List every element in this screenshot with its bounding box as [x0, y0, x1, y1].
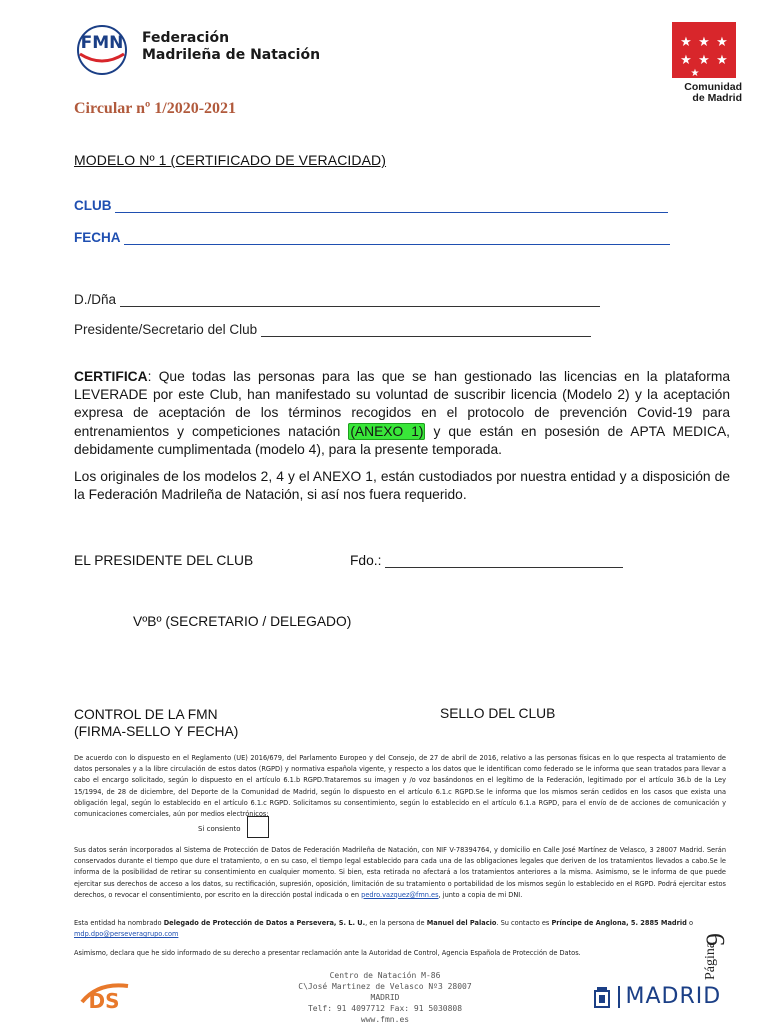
- fecha-field[interactable]: [74, 230, 670, 245]
- certifica-text-2: y que están en posesión de APTA MEDICA, debidamente cumplimentada (modelo 4), para la presente temporada.: [74, 423, 730, 457]
- email-link-dpo[interactable]: mdp.dpo@perseveragrupo.com: [74, 930, 179, 939]
- svg-text:★: ★: [698, 52, 710, 67]
- fdo-label: Fdo.:: [350, 553, 382, 568]
- svg-text:★: ★: [680, 34, 692, 49]
- circular-number: Circular nº 1/2020-2021: [74, 100, 237, 117]
- ds-logo: [78, 972, 132, 1016]
- madrid-logo: [592, 984, 721, 1009]
- federation-name-line2: Madrileña de Natación: [142, 47, 321, 63]
- pres-label: Presidente/Secretario del Club: [74, 322, 258, 337]
- comunidad-line1: Comunidad: [684, 81, 742, 93]
- fecha-label: FECHA: [74, 230, 121, 245]
- club-input-line[interactable]: [115, 198, 668, 213]
- originals-paragraph: Los originales de los modelos 2, 4 y el ANEXO 1, están custodiados por nuestra entidad y a disposición de la Federación Madrileña de Natación, si así nos fuera requerido.: [74, 469, 730, 503]
- dna-input-line[interactable]: [120, 294, 600, 307]
- legal-p3-d: Manuel del Palacio: [426, 919, 497, 927]
- president-secretary-field[interactable]: [74, 322, 591, 337]
- certifica-label: CERTIFICA: [74, 369, 148, 384]
- dna-field[interactable]: [74, 292, 600, 307]
- legal-p3-g: o: [686, 919, 694, 927]
- sello-label: SELLO DEL CLUB: [440, 706, 556, 721]
- club-label: CLUB: [74, 198, 112, 213]
- svg-text:★: ★: [690, 68, 700, 78]
- legal-p2-tail: , junto a copia de mi DNI.: [438, 890, 523, 899]
- svg-text:★: ★: [716, 52, 728, 67]
- madrid-separator: [618, 986, 620, 1008]
- footer-address: [290, 970, 480, 1025]
- control-line1: CONTROL DE LA FMN: [74, 707, 218, 722]
- federation-name: [142, 30, 320, 64]
- certifica-paragraph: [74, 368, 730, 459]
- control-fmn: [74, 706, 238, 740]
- page-number: [694, 918, 738, 982]
- svg-text:FMN: FMN: [80, 33, 124, 53]
- email-link-pedro[interactable]: pedro.vazquez@fmn.es: [361, 890, 439, 899]
- comunidad-madrid-name: [662, 82, 742, 104]
- legal-p2-text: Sus datos serán incorporados al Sistema de Protección de Datos de Federación Madrileña de Natación, con NIF V-78394764, y domicilio en Calle José Martínez de Velasco, 3 28007 Madrid. Serán conservados durante el tiempo que dure el tratamiento, o en su caso, el tiempo legal establecido para cada una de las obligaciones legales que deriven de los tratamientos llevados a cabo.Se le informa de la posibilidad de retirar su consentimiento en cualquier momento. Si bien, esta retirada no afectará a los tratamientos anteriores a la misma. Asimismo, se le informa de que puede ejercitar sus derechos de acceso a los datos, su rectificación, supresión, oposición, limitación de su tratamiento o portabilidad de los mismos según lo establecido en el RGPD. Podrá ejercitar estos derechos, o revocar el consentimiento, por escrito en la dirección postal indicada o en: [74, 846, 726, 899]
- svg-text:★: ★: [698, 34, 710, 49]
- legal-paragraph-3: [74, 918, 694, 940]
- comunidad-line2: de Madrid: [692, 92, 742, 104]
- vobo-label: VºBº (SECRETARIO / DELEGADO): [133, 614, 352, 629]
- fdo-field[interactable]: [350, 553, 623, 568]
- svg-text:DS: DS: [88, 989, 120, 1013]
- consent-checkbox[interactable]: [247, 816, 269, 838]
- madrid-label: MADRID: [625, 984, 722, 1009]
- club-field[interactable]: [74, 198, 668, 213]
- fecha-input-line[interactable]: [124, 230, 670, 245]
- legal-paragraph-1: De acuerdo con lo dispuesto en el Reglamento (UE) 2016/679, del Parlamento Europeo y del Consejo, de 27 de abril de 2016, relativo a las personas físicas en lo que respecta al tratamiento de datos personales y a la libre circulación de estos datos (RGPD) y normativa española vigente, y respecto a los datos que le identifican como federado se le informa que sean tratados para llevar a cabo el encargo solicitado, según lo dispuesto en el artículo 6.1.b RGPD.Trataremos su imagen y /o voz basándonos en el legítimo de la Federación, legitimado por el artículo 36.b de la Ley 15/1994, de 28 de diciembre, del Deporte de la Comunidad de Madrid, según lo dispuesto en el artículo 6.1.c RGPD.Se le informa que los mismos serán cedidos en los casos que exista una obligación legal, según lo establecido en el artículo 6.1.c RGPD. Solicitamos su consentimiento, según lo establecido en el artículo 6.1.a RGPD, para el envío de de acciones de comunicación y comunicaciones comerciales, aún por medios electrónicos:: [74, 754, 726, 819]
- legal-p3-f: Príncipe de Anglona, 5. 2885 Madrid: [551, 919, 687, 927]
- svg-text:★: ★: [680, 52, 692, 67]
- svg-text:★: ★: [716, 34, 728, 49]
- page-label: Página: [703, 941, 718, 980]
- page-digit: 9: [701, 933, 730, 946]
- footer-line1: Centro de Natación M-86: [329, 971, 441, 980]
- legal-paragraph-4: Asimismo, declara que he sido informado de su derecho a presentar reclamación ante la Autoridad de Control, Agencia Española de Protección de Datos.: [74, 949, 581, 957]
- madrid-crest-icon: [592, 985, 612, 1009]
- certifica-text-1: : Que todas las personas para las que se han gestionado las licencias en la plataforma LEVERADE por este Club, han manifestado su voluntad de suscribir licencia (Modelo 2) y la aceptación expresa de aceptación de los términos recogidos en el protocolo de prevención Covid-19 para entrenamientos y competiciones natación: [74, 369, 730, 439]
- legal-p3-c: , en la persona de: [365, 919, 427, 927]
- footer-line3: Telf: 91 4097712 Fax: 91 5030808: [307, 1004, 463, 1013]
- legal-p3-e: . Su contacto es: [496, 919, 552, 927]
- fmn-logo: [72, 24, 132, 76]
- footer-line2: C\José Martinez de Velasco Nº3 28007 MADRID: [298, 982, 472, 1002]
- footer-line4: www.fmn.es: [360, 1015, 410, 1024]
- anexo-highlight: (ANEXO 1): [350, 423, 424, 439]
- legal-p3-a: Esta entidad ha nombrado: [74, 919, 164, 927]
- fdo-signature-line[interactable]: [385, 555, 623, 568]
- legal-paragraph-2: [74, 845, 726, 901]
- comunidad-madrid-flag: [672, 22, 736, 78]
- pres-input-line[interactable]: [261, 324, 591, 337]
- federation-name-line1: Federación: [142, 30, 230, 46]
- model-title: MODELO Nº 1 (CERTIFICADO DE VERACIDAD): [74, 152, 387, 168]
- president-label: EL PRESIDENTE DEL CLUB: [74, 553, 254, 568]
- consent-label: Si consiento: [198, 825, 241, 833]
- legal-p3-b: Delegado de Protección de Datos a Persevera, S. L. U.: [163, 919, 366, 927]
- dna-label: D./Dña: [74, 292, 117, 307]
- control-line2: (FIRMA-SELLO Y FECHA): [74, 724, 239, 739]
